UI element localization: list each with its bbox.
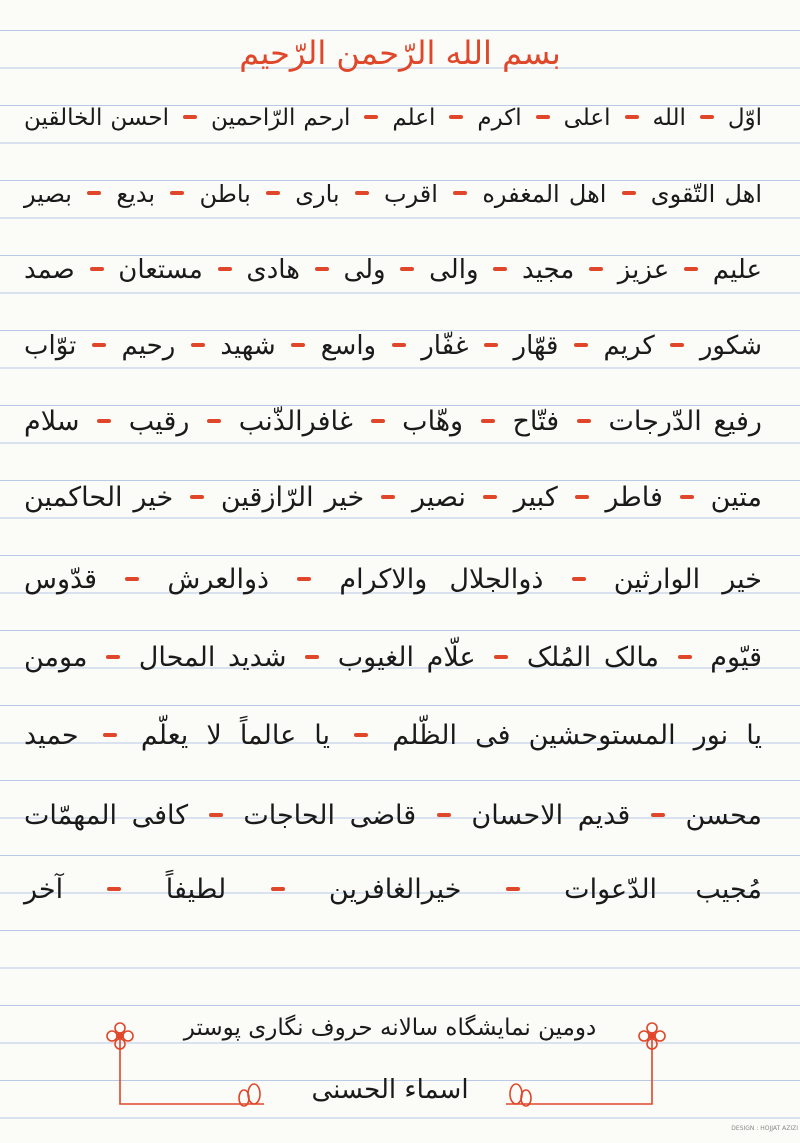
red-dash-separator: [371, 419, 385, 423]
red-dash-separator: [437, 813, 451, 817]
designer-credit: DESIGN : HOJJAT AZIZI: [731, 1125, 798, 1132]
divine-name: قهّار: [513, 331, 559, 361]
divine-name: توّاب: [24, 331, 77, 361]
divine-name: غافرالذّنب: [238, 406, 353, 437]
divine-name: اعلم: [392, 105, 436, 131]
red-dash-separator: [678, 655, 692, 659]
red-dash-separator: [183, 115, 197, 119]
red-dash-separator: [680, 495, 694, 499]
divine-name: واسع: [320, 331, 377, 361]
names-line: [24, 712, 762, 760]
names-line: [24, 866, 762, 914]
red-dash-separator: [218, 267, 232, 271]
divine-name: مُجیب الدّعوات: [564, 874, 762, 905]
red-dash-separator: [191, 343, 205, 347]
names-line: [24, 170, 762, 218]
divine-name: متین: [710, 482, 762, 513]
divine-name: ولی: [343, 255, 386, 285]
red-dash-separator: [209, 813, 223, 817]
divine-name: اعلی: [563, 105, 611, 131]
names-line: [24, 246, 762, 294]
divine-name: علیم: [712, 255, 763, 285]
divine-name: نصیر: [411, 482, 466, 513]
red-dash-separator: [266, 191, 280, 195]
divine-name: وهّاب: [402, 406, 464, 437]
red-dash-separator: [572, 577, 586, 581]
red-dash-separator: [449, 115, 463, 119]
divine-name: محسن: [685, 800, 762, 831]
red-dash-separator: [493, 267, 507, 271]
exhibition-caption: دومین نمایشگاه سالانه حروف نگاری پوستر: [183, 1015, 597, 1041]
names-line: [24, 94, 762, 142]
divine-name: مالک المُلک: [526, 642, 660, 673]
divine-name: حمید: [24, 720, 79, 751]
red-dash-separator: [536, 115, 550, 119]
page-title: بسم الله الرّحمن الرّحیم: [239, 34, 561, 72]
divine-name: مستعان: [118, 255, 203, 285]
divine-name: اهل المغفره: [482, 180, 607, 208]
divine-name: باطن: [199, 180, 251, 208]
divine-name: یا عالماً لا یعلّم: [140, 720, 331, 751]
divine-name: کافی المهمّات: [24, 800, 189, 831]
divine-name: قیّوم: [710, 642, 763, 673]
red-dash-separator: [577, 419, 591, 423]
red-dash-separator: [453, 191, 467, 195]
divine-name: قاضی الحاجات: [243, 800, 417, 831]
divine-name: رقیب: [128, 406, 190, 437]
red-dash-separator: [483, 495, 497, 499]
red-dash-separator: [125, 577, 139, 581]
red-dash-separator: [305, 655, 319, 659]
red-dash-separator: [651, 813, 665, 817]
red-dash-separator: [207, 419, 221, 423]
divine-name: عزیز: [617, 255, 670, 285]
divine-name: کبیر: [513, 482, 558, 513]
divine-name: شکور: [699, 331, 763, 361]
red-dash-separator: [354, 733, 368, 737]
red-dash-separator: [484, 343, 498, 347]
divine-name: کریم: [603, 331, 655, 361]
divine-name: غفّار: [421, 331, 469, 361]
red-dash-separator: [481, 419, 495, 423]
names-line: [24, 792, 762, 840]
divine-name: ذوالعرش: [167, 564, 270, 595]
divine-name: شهید: [220, 331, 276, 361]
divine-name: لطیفاً: [165, 874, 227, 905]
divine-name: احسن الخالقین: [24, 105, 169, 131]
red-dash-separator: [574, 343, 588, 347]
red-dash-separator: [700, 115, 714, 119]
red-dash-separator: [506, 887, 520, 891]
divine-name: ذوالجلال والاکرام: [339, 564, 544, 595]
divine-name: رحیم: [121, 331, 176, 361]
divine-name: یا نور المستوحشین فی الظّلم: [392, 720, 762, 751]
divine-name: اوّل: [727, 105, 763, 131]
red-dash-separator: [355, 191, 369, 195]
red-dash-separator: [87, 191, 101, 195]
red-dash-separator: [170, 191, 184, 195]
divine-name: قدّوس: [24, 564, 98, 595]
names-line: [24, 556, 762, 604]
divine-name: قدیم الاحسان: [471, 800, 631, 831]
red-dash-separator: [271, 887, 285, 891]
divine-name: مجید: [522, 255, 575, 285]
divine-name: ارحم الرّاحمین: [210, 105, 351, 131]
red-dash-separator: [622, 191, 636, 195]
names-line: [24, 474, 762, 522]
red-dash-separator: [575, 495, 589, 499]
red-dash-separator: [190, 495, 204, 499]
red-dash-separator: [589, 267, 603, 271]
divine-name: اقرب: [383, 180, 438, 208]
divine-name: خیر الحاکمین: [24, 482, 174, 513]
divine-name: سلام: [24, 406, 80, 437]
red-dash-separator: [291, 343, 305, 347]
divine-name: رفیع الدّرجات: [608, 406, 762, 437]
red-dash-separator: [625, 115, 639, 119]
red-dash-separator: [103, 733, 117, 737]
divine-name: فتّاح: [512, 406, 560, 437]
divine-name: آخر: [24, 874, 64, 905]
divine-name: اکرم: [477, 105, 522, 131]
divine-name: فاطر: [605, 482, 663, 513]
red-dash-separator: [670, 343, 684, 347]
divine-name: اهل التّقوی: [650, 180, 763, 208]
divine-name: هادی: [246, 255, 300, 285]
divine-name: خیرالغافرین: [328, 874, 462, 905]
red-dash-separator: [90, 267, 104, 271]
red-dash-separator: [92, 343, 106, 347]
red-dash-separator: [364, 115, 378, 119]
red-dash-separator: [107, 887, 121, 891]
red-dash-separator: [494, 655, 508, 659]
divine-name: بصیر: [24, 180, 72, 208]
divine-name: خیر الوارثین: [613, 564, 762, 595]
names-line: [24, 634, 762, 682]
red-dash-separator: [297, 577, 311, 581]
names-line: [24, 398, 762, 446]
red-dash-separator: [400, 267, 414, 271]
divine-name: خیر الرّازقین: [220, 482, 365, 513]
red-dash-separator: [97, 419, 111, 423]
red-dash-separator: [392, 343, 406, 347]
red-dash-separator: [106, 655, 120, 659]
divine-name: والی: [429, 255, 479, 285]
red-dash-separator: [381, 495, 395, 499]
divine-name: صمد: [24, 255, 75, 285]
divine-name: بدیع: [116, 180, 156, 208]
divine-name: علّام الغیوب: [337, 642, 476, 673]
poster-subtitle: اسماء الحسنی: [311, 1075, 469, 1105]
divine-name: باری: [295, 180, 340, 208]
red-dash-separator: [684, 267, 698, 271]
divine-name: شدید المحال: [138, 642, 287, 673]
divine-name: الله: [652, 105, 686, 131]
names-line: [24, 322, 762, 370]
red-dash-separator: [315, 267, 329, 271]
divine-name: مومن: [24, 642, 88, 673]
